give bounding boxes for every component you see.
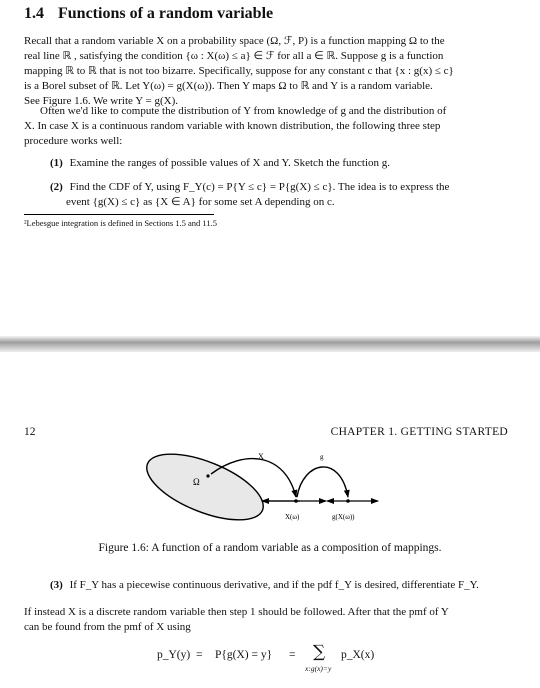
axis-point-1 [294,499,298,503]
arrow-g-label: g [320,453,324,461]
equation-lhs: p_Y(y) [157,649,191,661]
axis-point-2 [346,499,350,503]
omega-label: Ω [193,477,200,487]
page-separator [0,336,540,352]
sum-subscript: x:g(x)=y [305,664,332,673]
axis-label-2: g(X(ω)) [332,513,355,521]
intro-line: See Figure 1.6. We write Y = g(X). [24,95,178,107]
discrete-line: If instead X is a discrete random variable then step 1 should be followed. After that the pmf of Y [24,606,449,618]
intro-line: Recall that a random variable X on a probability space (Ω, ℱ, P) is a function mapping Ω to the [24,35,445,47]
second-paragraph [24,104,512,119]
step-1 [50,156,510,171]
second-line: Often we'd like to compute the distribution of Y from knowledge of g and the distribution of [40,105,447,117]
page-bottom [0,352,540,688]
step-label: (1) [50,157,63,169]
intro-paragraph [24,34,512,109]
footnote-rule [24,214,214,215]
arrow-g [297,467,348,497]
step-text: If F_Y has a piecewise continuous derivative, and if the pdf f_Y is desired, differentiate F_Y. [69,579,479,591]
axis-label-1: X(ω) [285,513,300,521]
intro-line: mapping ℝ to ℝ that is not too bizarre. Specifically, suppose for any constant c that {x : g(x) ≤ c} [24,65,454,77]
step-label: (3) [50,579,63,591]
page-number: 12 [24,426,36,438]
step-text: event {g(X) ≤ c} as {X ∈ A} for some set A depending on c. [66,196,335,208]
section-title: Functions of a random variable [58,5,274,22]
step-2 [50,180,510,210]
footnote: ²Lebesgue integration is defined in Sections 1.5 and 11.5 [24,218,217,228]
second-paragraph-cont [24,119,512,149]
discrete-paragraph [24,605,512,635]
second-line: X. In case X is a continuous random variable with known distribution, the following three step [24,120,441,132]
equation-middle: P{g(X) = y} [215,649,273,661]
intro-line: is a Borel subset of ℝ. Let Y(ω) = g(X(ω)). Then Y maps Ω to ℝ and Y is a random variable. [24,80,433,92]
equation-equals-1: = [196,649,203,661]
step-label: (2) [50,181,63,193]
figure-diagram [0,447,540,527]
step-text: Find the CDF of Y, using F_Y(c) = P{Y ≤ c} = P{g(X) ≤ c}. The idea is to express the [69,181,450,193]
second-line: procedure works well: [24,135,123,147]
chapter-header: CHAPTER 1. GETTING STARTED [330,426,508,438]
intro-line: real line ℝ , satisfying the condition {ω : X(ω) ≤ a} ∈ ℱ for all a ∈ ℝ. Suppose g is a function [24,50,444,62]
page-top [0,0,540,336]
sum-symbol: ∑ [313,642,326,662]
omega-point [206,474,209,477]
step-text: Examine the ranges of possible values of X and Y. Sketch the function g. [69,157,391,169]
step-3 [50,578,520,593]
section-number: 1.4 [24,5,44,22]
arrow-x-label: X [258,452,264,461]
equation-equals-2: = [289,649,296,661]
section-heading [24,5,273,23]
equation-rhs: p_X(x) [341,649,375,661]
figure-caption: Figure 1.6: A function of a random variable as a composition of mappings. [98,542,442,554]
discrete-line: can be found from the pmf of X using [24,621,191,633]
